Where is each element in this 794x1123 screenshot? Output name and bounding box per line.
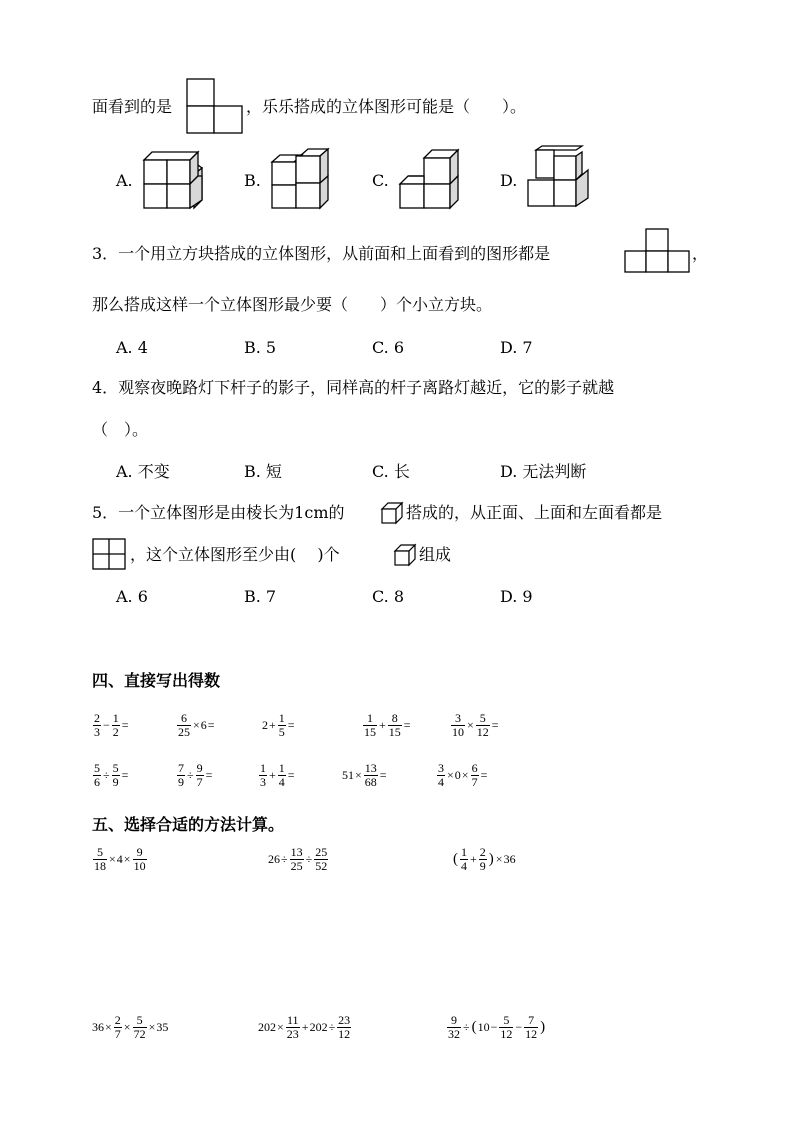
q4-line1: 4．观察夜晚路灯下杆子的影子，同样高的杆子离路灯越近，它的影子就越	[92, 378, 615, 397]
q3-line2: 那么搭成这样一个立体图形最少要（ ）个小立方块。	[92, 295, 493, 314]
s5-expr-2: 26 ÷ $\frac{13}{25}$ ÷ $\frac{25}{52}$	[268, 845, 328, 873]
s5-expr-1: $\frac{5}{18}$ × 4 × $\frac{9}{10}$	[94, 845, 146, 873]
q2-option-c-cube-icon[interactable]	[398, 146, 464, 210]
section5-title: 五、选择合适的方法计算。	[92, 815, 285, 834]
q2-option-d-cube-icon[interactable]	[526, 144, 592, 210]
q3-option-d[interactable]: D. 7	[500, 338, 533, 357]
q2-option-b-cube-icon[interactable]	[268, 146, 334, 210]
s5-expr-6: $\frac{9}{32}$ ÷ ( 10 − $\frac{5}{12}$ − $\frac{7}{12}$ )	[448, 1013, 546, 1041]
s4-expr-7: $\frac{7}{9}$ ÷ $\frac{9}{7}$ =	[178, 761, 213, 789]
s5-expr-3: ( $\frac{1}{4}$ + $\frac{2}{9}$ ) × 36	[453, 845, 516, 873]
section4-title: 四、直接写出得数	[92, 671, 221, 690]
q5-line2-a: ，这个立体图形至少由( )个	[130, 545, 340, 564]
q4-line2: （ ）。	[92, 420, 149, 439]
q2-text-before: 面看到的是	[92, 97, 173, 116]
s5-expr-5: 202 × $\frac{11}{23}$ + 202 ÷ $\frac{23}{12}$	[258, 1013, 351, 1041]
q5-option-b[interactable]: B. 7	[244, 587, 277, 606]
s4-expr-1: $\frac{2}{3}$ − $\frac{1}{2}$ =	[94, 711, 129, 739]
s4-expr-9: 51 × $\frac{13}{68}$ =	[342, 761, 387, 789]
q2-option-a-label[interactable]: A.	[116, 171, 133, 190]
q5-view-grid-icon	[92, 538, 126, 570]
s4-expr-3: 2 + $\frac{1}{5}$ =	[262, 711, 295, 739]
q3-line1: 3．一个用立方块搭成的立体图形，从前面和上面看到的图形都是	[92, 244, 551, 263]
q5-option-a[interactable]: A. 6	[116, 587, 148, 606]
q4-option-c[interactable]: C. 长	[372, 462, 410, 481]
small-cube-icon-2	[393, 543, 417, 567]
q4-option-b[interactable]: B. 短	[244, 462, 282, 481]
s4-expr-6: $\frac{5}{6}$ ÷ $\frac{5}{9}$ =	[94, 761, 129, 789]
q2-option-a-cube-icon[interactable]	[140, 148, 206, 210]
q4-option-d[interactable]: D. 无法判断	[500, 462, 587, 481]
q3-option-c[interactable]: C. 6	[372, 338, 405, 357]
q2-top-view-icon	[186, 78, 244, 134]
q5-line2-b: 组成	[419, 545, 452, 564]
q2-option-d-label[interactable]: D.	[500, 171, 518, 190]
q3-view-shape-icon	[624, 228, 690, 274]
q5-option-d[interactable]: D. 9	[500, 587, 533, 606]
q5-line1-a: 5．一个立体图形是由棱长为1cm的	[92, 503, 345, 522]
q5-option-c[interactable]: C. 8	[372, 587, 405, 606]
s5-expr-4: 36 × $\frac{2}{7}$ × $\frac{5}{72}$ × 35	[92, 1013, 169, 1041]
q3-option-b[interactable]: B. 5	[244, 338, 277, 357]
q2-option-b-label[interactable]: B.	[244, 171, 261, 190]
s4-expr-10: $\frac{3}{4}$ × 0 × $\frac{6}{7}$ =	[438, 761, 488, 789]
q3-option-a[interactable]: A. 4	[116, 338, 148, 357]
q4-option-a[interactable]: A. 不变	[116, 462, 170, 481]
q5-line1-b: 搭成的，从正面、上面和左面看都是	[406, 503, 663, 522]
q2-text-after: ，乐乐搭成的立体图形可能是（ ）。	[246, 97, 527, 116]
s4-expr-2: $\frac{6}{25}$ × 6 =	[178, 711, 215, 739]
s4-expr-5: $\frac{3}{10}$ × $\frac{5}{12}$ =	[452, 711, 499, 739]
q3-line1-end: ，	[692, 244, 709, 263]
small-cube-icon	[380, 501, 404, 525]
s4-expr-4: $\frac{1}{15}$ + $\frac{8}{15}$ =	[364, 711, 411, 739]
s4-expr-8: $\frac{1}{3}$ + $\frac{1}{4}$ =	[260, 761, 295, 789]
q2-option-c-label[interactable]: C.	[372, 171, 389, 190]
